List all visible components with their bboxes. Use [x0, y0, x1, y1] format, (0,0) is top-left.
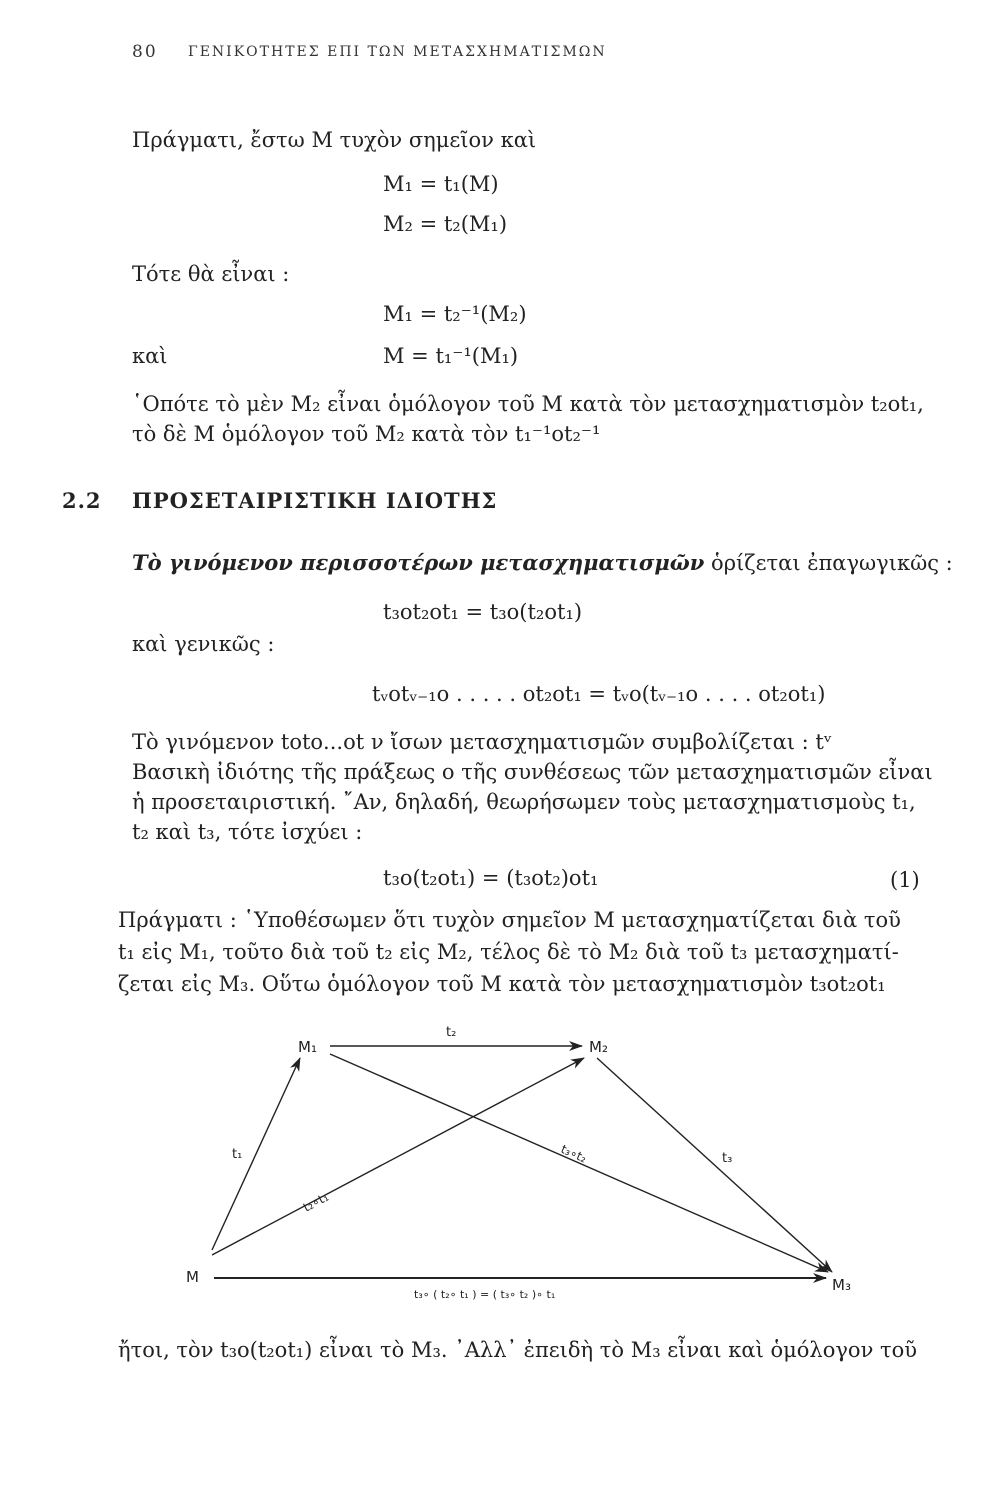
paragraph-line: ἡ προσεταιριστική. ῎Αν, δηλαδή, θεωρήσωμεν τοὺς μετασχηματισμοὺς t₁, — [132, 790, 916, 814]
equation-m1: M₁ = t₁(M) — [383, 172, 499, 196]
label-t3: t₃ — [722, 1151, 733, 1166]
paragraph-line: τὸ δὲ M ὁμόλογον τοῦ M₂ κατὰ τὸν t₁⁻¹οt₂⁻¹ — [132, 422, 601, 446]
kai-genikos-text: καὶ γενικῶς : — [132, 632, 275, 656]
running-title: ΓΕΝΙΚΟΤΗΤΕΣ ΕΠΙ ΤΩΝ ΜΕΤΑΣΧΗΜΑΤΙΣΜΩΝ — [188, 44, 607, 60]
equation-associative: t₃ο(t₂οt₁) = (t₃οt₂)οt₁ — [383, 866, 599, 890]
label-t1: t₁ — [232, 1147, 243, 1162]
equation-general: tᵥοtᵥ₋₁ο . . . . . οt₂οt₁ = tᵥο(tᵥ₋₁ο . . . . οt₂οt₁) — [372, 682, 826, 706]
paragraph-line: ῾Οπότε τὸ μὲν M₂ εἶναι ὁμόλογον τοῦ M κατὰ τὸν μετασχηματισμὸν t₂οt₁, — [132, 392, 924, 416]
kai-text: καὶ — [132, 344, 168, 368]
paragraph-line: t₂ καὶ t₃, τότε ἰσχύει : — [132, 820, 363, 844]
paragraph-line: Πράγματι : ῾Υποθέσωμεν ὅτι τυχὸν σημεῖον M μετασχηματίζεται διὰ τοῦ — [118, 908, 901, 932]
label-t3ot2: t₃∘t₂ — [558, 1141, 589, 1166]
edge-t2ot1 — [212, 1058, 584, 1255]
edge-t3 — [597, 1058, 832, 1272]
definition-rest: ὁρίζεται ἐπαγωγικῶς : — [711, 551, 953, 575]
label-composite: t₃∘ ( t₂∘ t₁ ) = ( t₃∘ t₂ )∘ t₁ — [414, 1288, 556, 1301]
equation-product: t₃οt₂οt₁ = t₃ο(t₂οt₁) — [383, 600, 583, 624]
paragraph-line: Βασικὴ ἰδιότης τῆς πράξεως ο τῆς συνθέσεως τῶν μετασχηματισμῶν εἶναι — [132, 760, 933, 784]
node-m3: M₃ — [832, 1276, 851, 1294]
page-number: 80 — [132, 42, 158, 62]
paragraph-line: ζεται εἰς M₃. Οὕτω ὁμόλογον τοῦ M κατὰ τὸν μετασχηματισμὸν t₃οt₂οt₁ — [118, 972, 886, 996]
paragraph-line: Τὸ γινόμενον tοtο...οt ν ἴσων μετασχηματισμῶν συμβολίζεται : tᵛ — [132, 730, 832, 754]
edge-t1 — [212, 1058, 300, 1250]
definition-bold: Τὸ γινόμενον περισσοτέρων μετασχηματισμῶν — [132, 550, 705, 575]
intro-line: Πράγματι, ἔστω Μ τυχὸν σημεῖον καὶ — [132, 128, 537, 152]
paragraph-line: ἤτοι, τὸν t₃ο(t₂οt₁) εἶναι τὸ M₃. ᾿Αλλ᾿ ἐπειδὴ τὸ M₃ εἶναι καὶ ὁμόλογον τοῦ — [118, 1338, 918, 1362]
tote-text: Τότε θὰ εἶναι : — [132, 262, 290, 286]
node-m1: M₁ — [298, 1038, 317, 1056]
equation-m1-inverse: M₁ = t₂⁻¹(M₂) — [383, 302, 527, 326]
section-number: 2.2 — [62, 488, 102, 513]
node-m: M — [186, 1268, 199, 1286]
label-t2ot1: t₂∘t₁ — [300, 1189, 331, 1215]
section-title: ΠΡΟΣΕΤΑΙΡΙΣΤΙΚΗ ΙΔΙΟΤΗΣ — [132, 488, 498, 513]
label-t2: t₂ — [446, 1025, 457, 1040]
paragraph-line: t₁ εἰς M₁, τοῦτο διὰ τοῦ t₂ εἰς M₂, τέλος δὲ τὸ M₂ διὰ τοῦ t₃ μετασχηματί- — [118, 940, 899, 964]
node-m2: M₂ — [589, 1038, 608, 1056]
equation-m-inverse: M = t₁⁻¹(M₁) — [383, 344, 519, 368]
equation-m2: M₂ = t₂(M₁) — [383, 212, 508, 236]
equation-number: (1) — [890, 868, 920, 892]
